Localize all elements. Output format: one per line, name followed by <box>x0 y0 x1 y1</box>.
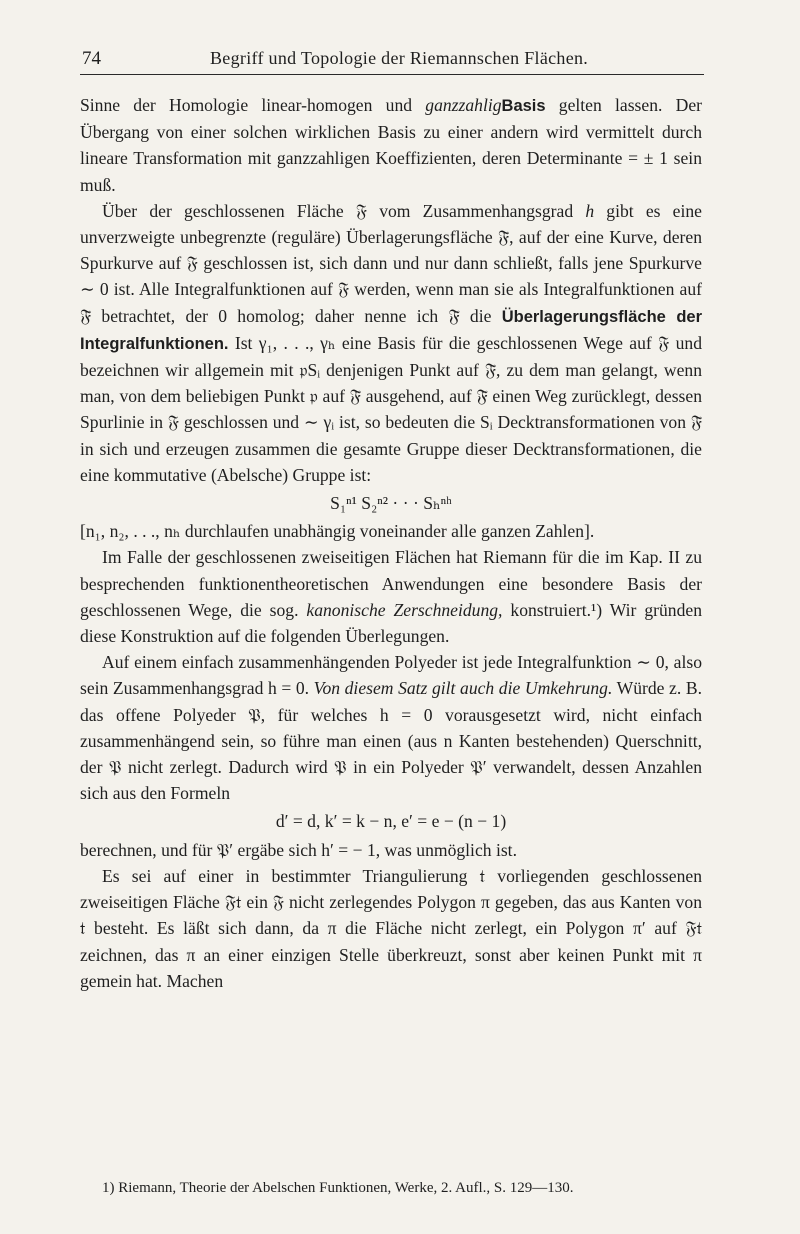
page-number: 74 <box>82 48 101 69</box>
paragraph-2: Über der geschlossenen Fläche 𝔉 vom Zusammenhangsgrad h gibt es eine unverzweigte unbegrenzte (reguläre) Überlagerungsfläche 𝔉̃, auf der eine Kurve, deren Spurkurve auf 𝔉 geschlossen ist, sich dann und nur dann schließt, falls jene Spurkurve ∼ 0 ist. Alle Integralfunktionen auf 𝔉 werden, wenn man sie als Integralfunktionen auf 𝔉̃ betrachtet, der 0 homolog; daher nenne ich 𝔉̃ die Überlagerungsfläche der Integralfunktionen. Ist γ₁, . . ., γₕ eine Basis für die geschlossenen Wege auf 𝔉 und bezeichnen wir allgemein mit 𝔭Sᵢ denjenigen Punkt auf 𝔉̃, zu dem man gelangt, wenn man, von dem beliebigen Punkt 𝔭 auf 𝔉̃ ausgehend, auf 𝔉̃ einen Weg zurücklegt, dessen Spurlinie in 𝔉 geschlossen und ∼ γᵢ ist, so bedeuten die Sᵢ Decktransformationen von 𝔉̃ in sich und erzeugen zusammen die gesamte Gruppe dieser Decktransformationen, die eine kommutative (Abelsche) Gruppe ist: <box>80 200 703 485</box>
equation-formulas: d′ = d, k′ = k − n, e′ = e − (n − 1) <box>275 811 507 832</box>
footnote: 1) Riemann, Theorie der Abelschen Funktionen, Werke, 2. Aufl., S. 129—130. <box>102 1180 574 1196</box>
running-title: Begriff und Topologie der Riemannschen Flächen. <box>210 48 589 68</box>
paragraph-4: Im Falle der geschlossenen zweiseitigen Flächen hat Riemann für die im Kap. II zu besprechenden funktionentheoretischen Anwendungen eine besondere Basis der geschlossenen Wege, die sog. kanonische Zerschneidung, konstruiert.¹) Wir gründen diese Konstruktion auf die folgenden Überlegungen. <box>80 547 702 647</box>
paragraph-5: Auf einem einfach zusammenhängenden Polyeder ist jede Integralfunktion ∼ 0, also sein Zusammenhangsgrad h = 0. Von diesem Satz gilt auch die Umkehrung. Würde z. B. das offene Polyeder 𝔓, für welches h = 0 vorausgesetzt wird, nicht einfach zusammenhängend sein, so führe man einen (aus n Kanten bestehenden) Querschnitt, der 𝔓 nicht zerlegt. Dadurch wird 𝔓 in ein Polyeder 𝔓′ verwandelt, dessen Anzahlen sich aus den Formeln <box>80 652 702 804</box>
main-text <box>80 92 702 994</box>
equation-group-product: S₁ⁿ¹ S₂ⁿ² · · · Sₕⁿʰ <box>330 493 452 514</box>
paragraph-3: [n₁, n₂, . . ., nₕ durchlaufen unabhängig voneinander alle ganzen Zahlen]. <box>80 521 595 542</box>
paragraph-1: Sinne der Homologie linear-homogen und ganzzahligBasis gelten lassen. Der Übergang von einer solchen wirklichen Basis zu einer andern wird vermittelt durch lineare Transformation mit ganzzahligen Koeffizienten, deren Determinante = ± 1 sein muß. <box>80 95 702 195</box>
paragraph-7: Es sei auf einer in bestimmter Triangulierung 𝔱 vorliegenden geschlossenen zweiseitigen Fläche 𝔉𝔱 ein 𝔉 nicht zerlegendes Polygon π gegeben, das aus Kanten von 𝔱 besteht. Es läßt sich dann, da π die Fläche nicht zerlegt, ein Polygon π′ auf 𝔉𝔱 zeichnen, das π an einer einzigen Stelle überkreuzt, sonst aber keinen Punkt mit π gemein hat. Machen <box>80 865 702 991</box>
page-header <box>80 44 704 75</box>
paragraph-6: berechnen, und für 𝔓′ ergäbe sich h′ = − 1, was unmöglich ist. <box>80 839 517 860</box>
